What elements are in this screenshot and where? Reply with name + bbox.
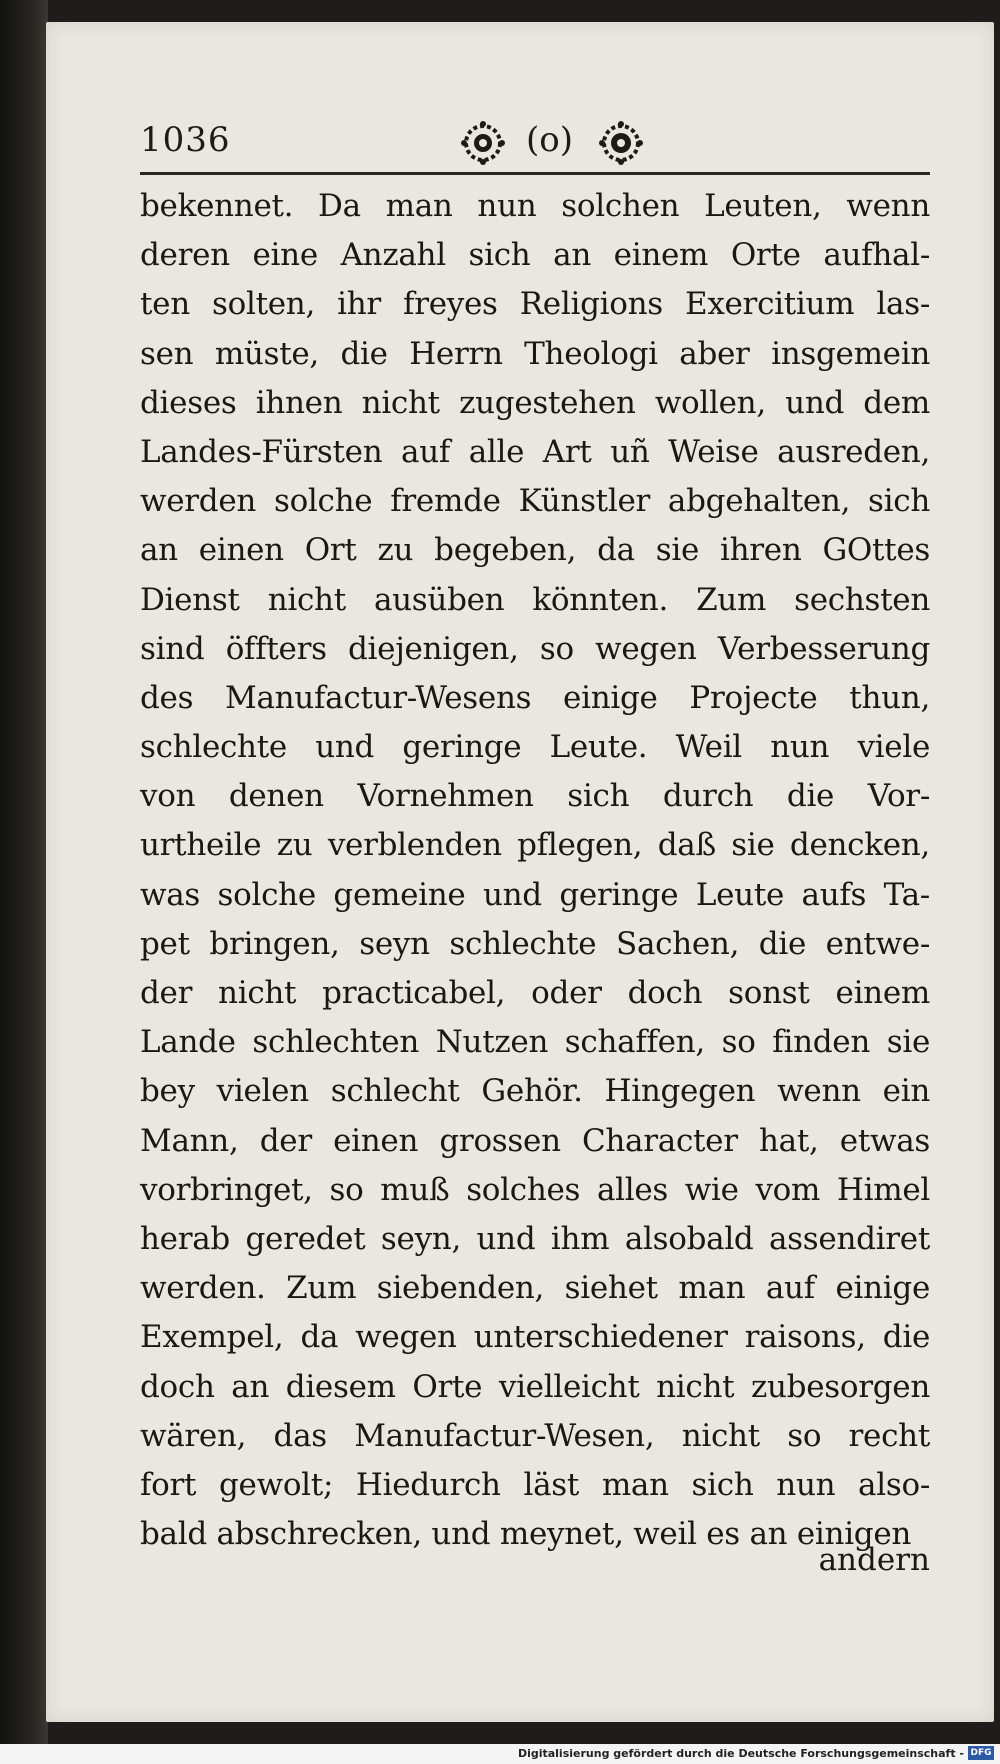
dfg-logo-icon: DFG <box>968 1746 994 1760</box>
digitization-credit: Digitalisierung gefördert durch die Deutsche Forschungsgemeinschaft - <box>517 1747 964 1760</box>
body-text <box>140 182 930 1559</box>
text-line: urtheile zu verblenden pflegen, daß sie dencken, <box>140 827 930 864</box>
flower-ornament-icon <box>598 120 644 166</box>
text-line: werden. Zum siebenden, siehet man auf einige <box>140 1270 930 1307</box>
page-header <box>140 120 930 170</box>
text-line: herab geredet seyn, und ihm alsobald assendiret <box>140 1220 930 1257</box>
page-number: 1036 <box>140 120 231 160</box>
text-line: Lande schlechten Nutzen schaffen, so finden sie <box>140 1024 930 1061</box>
text-line: Landes-Fürsten auf alle Art uñ Weise ausreden, <box>140 433 930 470</box>
running-head: (o) <box>526 120 573 160</box>
flower-ornament-icon <box>460 120 506 166</box>
header-rule <box>140 172 930 175</box>
text-line: Exempel, da wegen unterschiedener raisons, die <box>140 1319 930 1356</box>
text-line: pet bringen, seyn schlechte Sachen, die entwe- <box>140 925 930 962</box>
text-line: wären, das Manufactur-Wesen, nicht so recht <box>140 1417 930 1454</box>
text-line: der nicht practicabel, oder doch sonst einem <box>140 975 930 1011</box>
text-line: vorbringet, so muß solches alles wie vom Himel <box>140 1171 930 1208</box>
text-line: bald abschrecken, und meynet, weil es an einigen <box>140 1516 912 1553</box>
catchword: andern <box>818 1542 930 1578</box>
text-line: sen müste, die Herrn Theologi aber insgemein <box>140 335 930 372</box>
text-line: an einen Ort zu begeben, da sie ihren GOttes <box>140 532 930 569</box>
text-line: bekennet. Da man nun solchen Leuten, wenn <box>140 188 930 224</box>
text-line: was solche gemeine und geringe Leute aufs Ta- <box>140 876 930 913</box>
text-line: fort gewolt; Hiedurch läst man sich nun also- <box>140 1466 930 1503</box>
text-line: sind öffters diejenigen, so wegen Verbesserung <box>140 630 930 667</box>
text-line: des Manufactur-Wesens einige Projecte thun, <box>140 679 930 716</box>
text-line: bey vielen schlecht Gehör. Hingegen wenn ein <box>140 1073 930 1110</box>
text-line: Mann, der einen grossen Character hat, etwas <box>140 1122 930 1159</box>
text-line: werden solche fremde Künstler abgehalten, sich <box>140 483 930 520</box>
text-line: ten solten, ihr freyes Religions Exercitium las- <box>140 286 930 323</box>
text-line: von denen Vornehmen sich durch die Vor- <box>140 778 930 815</box>
text-line: deren eine Anzahl sich an einem Orte aufhal- <box>140 237 930 274</box>
book-spine-shadow <box>0 0 48 1764</box>
text-line: doch an diesem Orte vielleicht nicht zubesorgen <box>140 1368 930 1405</box>
text-line: dieses ihnen nicht zugestehen wollen, und dem <box>140 384 930 421</box>
text-line: schlechte und geringe Leute. Weil nun viele <box>140 729 930 766</box>
text-line: Dienst nicht ausüben könnten. Zum sechsten <box>140 581 930 618</box>
